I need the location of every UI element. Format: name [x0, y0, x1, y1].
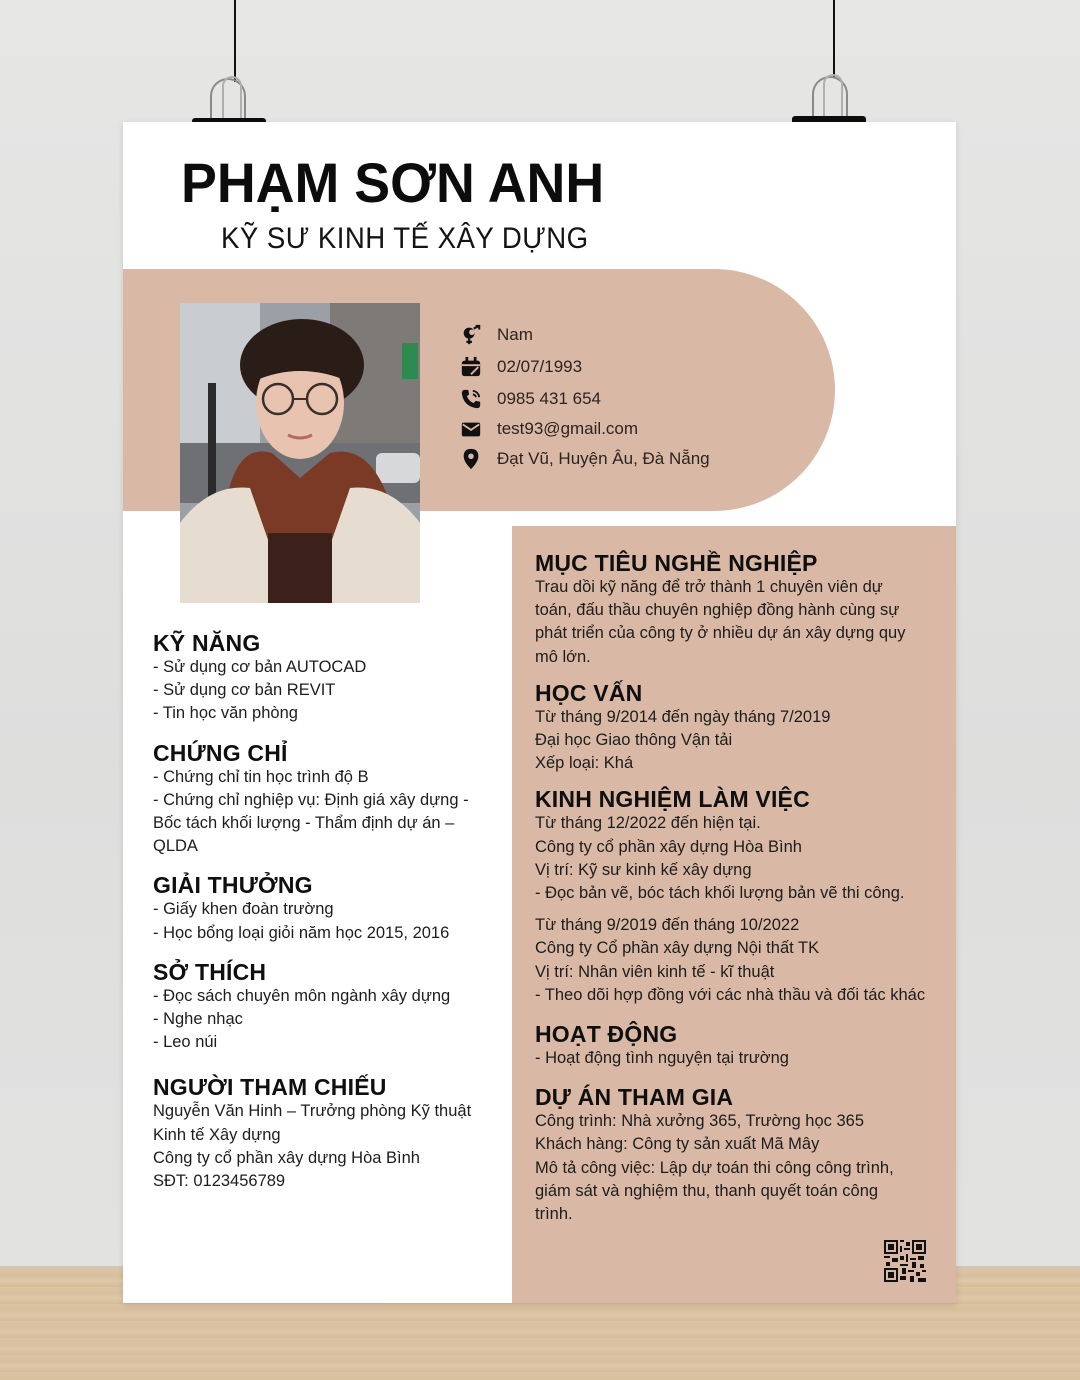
section-title: NGƯỜI THAM CHIẾU	[153, 1074, 387, 1101]
job-line: Vị trí: Nhân viên kinh tế - kĩ thuật	[535, 962, 775, 981]
skill-item: - Sử dụng cơ bản REVIT	[153, 681, 336, 700]
reference-line: Nguyễn Văn Hinh – Trưởng phòng Kỹ thuật	[153, 1102, 472, 1121]
profile-photo	[180, 303, 420, 603]
hanging-string-right	[833, 0, 835, 78]
section-awards	[153, 872, 493, 944]
contact-phone	[459, 384, 710, 414]
award-item: - Học bổng loại giỏi năm học 2015, 2016	[153, 923, 450, 942]
award-item: - Giấy khen đoàn trường	[153, 900, 334, 919]
job-title: KỸ SƯ KINH TẾ XÂY DỰNG	[221, 222, 589, 255]
project-line: Mô tả công việc: Lập dự toán thi công công trình,	[535, 1158, 894, 1177]
job-line: Công ty Cổ phần xây dựng Nội thất TK	[535, 939, 820, 958]
email-value[interactable]: test93@gmail.com	[497, 419, 639, 438]
objective-line: mô lớn.	[535, 647, 591, 666]
section-title: KINH NGHIỆM LÀM VIỆC	[535, 786, 810, 813]
hobby-item: - Nghe nhạc	[153, 1010, 243, 1029]
section-title: HỌC VẤN	[535, 679, 643, 706]
hanging-string-left	[234, 0, 236, 82]
section-title: KỸ NĂNG	[153, 630, 261, 656]
job-line: - Đọc bản vẽ, bóc tách khối lượng bản vẽ thi công.	[535, 884, 905, 903]
hobby-item: - Leo núi	[153, 1033, 218, 1052]
certificate-item: Bốc tách khối lượng - Thẩm định dự án –	[153, 814, 455, 833]
education-line: Từ tháng 9/2014 đến ngày tháng 7/2019	[535, 707, 831, 726]
skill-item: - Sử dụng cơ bản AUTOCAD	[153, 658, 367, 676]
job-entry	[535, 914, 945, 1007]
activity-item: - Hoạt động tình nguyện tại trường	[535, 1049, 789, 1068]
address-value: Đạt Vũ, Huyện Âu, Đà Nẵng	[497, 449, 710, 468]
project-line: Công trình: Nhà xưởng 365, Trường học 365	[535, 1112, 865, 1131]
qr-code-icon[interactable]	[884, 1240, 926, 1282]
birthdate-value: 02/07/1993	[497, 357, 583, 376]
objective-line: Trau dồi kỹ năng để trở thành 1 chuyên viên dự	[535, 578, 883, 596]
education-line: Xếp loại: Khá	[535, 754, 634, 773]
project-line: Khách hàng: Công ty sản xuất Mã Mây	[535, 1135, 820, 1154]
section-references	[153, 1074, 493, 1193]
job-line: Từ tháng 12/2022 đến hiện tại.	[535, 814, 761, 833]
section-title: MỤC TIÊU NGHỀ NGHIỆP	[535, 550, 818, 576]
reference-line: Công ty cổ phần xây dựng Hòa Bình	[153, 1148, 420, 1167]
left-column	[153, 630, 493, 1207]
contact-address	[459, 444, 710, 474]
project-line: giám sát và nghiệm thu, thanh quyết toán công	[535, 1181, 879, 1200]
section-certificates	[153, 740, 493, 859]
calendar-icon	[459, 355, 483, 379]
certificate-item: - Chứng chỉ tin học trình độ B	[153, 767, 369, 786]
section-title: DỰ ÁN THAM GIA	[535, 1084, 734, 1111]
phone-icon	[459, 387, 483, 411]
contact-gender	[459, 320, 710, 350]
section-title: CHỨNG CHỈ	[153, 739, 288, 766]
section-projects	[535, 1084, 945, 1226]
reference-line: Kinh tế Xây dựng	[153, 1125, 281, 1144]
resume-sheet	[123, 122, 956, 1303]
certificate-item: - Chứng chỉ nghiệp vụ: Định giá xây dựng -	[153, 790, 469, 809]
job-line: Từ tháng 9/2019 đến tháng 10/2022	[535, 916, 800, 935]
section-career-objective	[535, 550, 945, 669]
job-entry	[535, 812, 945, 905]
job-line: Vị trí: Kỹ sư kinh kế xây dựng	[535, 860, 752, 879]
location-pin-icon	[459, 447, 483, 471]
gender-value: Nam	[497, 325, 533, 344]
right-column	[535, 550, 945, 1237]
hobby-item: - Đọc sách chuyên môn ngành xây dựng	[153, 986, 451, 1005]
section-skills	[153, 630, 493, 726]
gender-icon	[459, 323, 483, 347]
education-line: Đại học Giao thông Vận tải	[535, 731, 733, 750]
section-hobbies	[153, 959, 493, 1055]
job-line: Công ty cổ phần xây dựng Hòa Bình	[535, 837, 802, 856]
phone-value[interactable]: 0985 431 654	[497, 389, 601, 408]
contact-email	[459, 414, 710, 444]
candidate-name: PHẠM SƠN ANH	[181, 151, 605, 214]
contact-list	[459, 320, 710, 474]
right-panel	[512, 526, 956, 1303]
job-line: - Theo dõi hợp đồng với các nhà thầu và đối tác khác	[535, 985, 926, 1004]
section-activities	[535, 1021, 945, 1070]
section-title: SỞ THÍCH	[153, 958, 267, 985]
reference-line: SĐT: 0123456789	[153, 1172, 286, 1191]
section-work-experience	[535, 786, 945, 1007]
contact-birthdate	[459, 352, 710, 382]
project-line: trình.	[535, 1205, 573, 1224]
email-icon	[459, 417, 483, 441]
section-education	[535, 680, 945, 776]
objective-line: toán, đấu thầu chuyên nghiệp đồng hành cùng sự	[535, 601, 900, 620]
objective-line: phát triển của công ty ở nhiều dự án xây dựng quy	[535, 624, 906, 643]
skill-item: - Tin học văn phòng	[153, 704, 298, 723]
section-title: HOẠT ĐỘNG	[535, 1021, 678, 1048]
section-title: GIẢI THƯỞNG	[153, 872, 313, 899]
certificate-item: QLDA	[153, 837, 198, 856]
